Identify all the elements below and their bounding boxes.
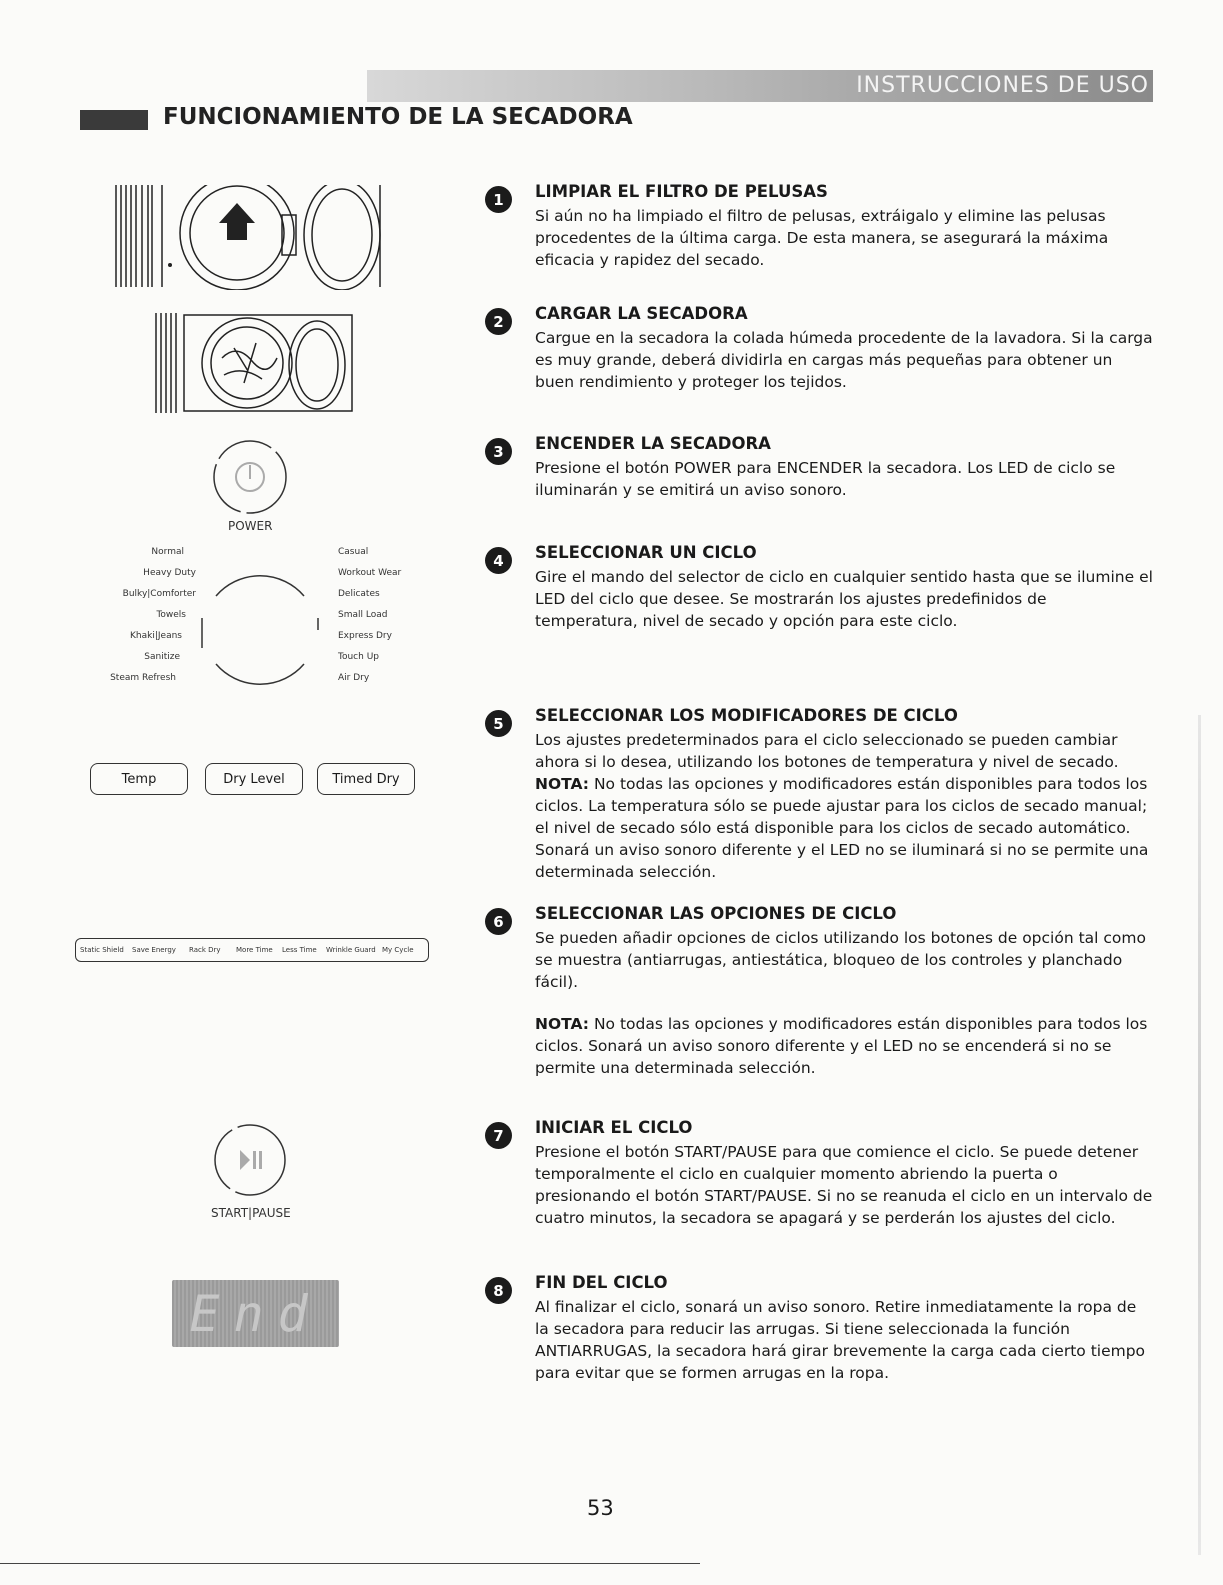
step-title: ENCENDER LA SECADORA	[535, 434, 771, 453]
display-text: End	[189, 1284, 322, 1343]
option-label: Less Time	[282, 946, 317, 954]
step-number-badge: 7	[485, 1122, 512, 1149]
section-marker	[80, 110, 148, 130]
step-number-badge: 1	[485, 186, 512, 213]
option-label: Save Energy	[132, 946, 176, 954]
step-title: CARGAR LA SECADORA	[535, 304, 748, 323]
start-pause-button-illustration	[210, 1120, 290, 1200]
option-label: Wrinkle Guard	[326, 946, 376, 954]
cycle-label: Express Dry	[338, 631, 392, 641]
step-number-badge: 6	[485, 908, 512, 935]
scan-edge	[1198, 715, 1201, 1555]
cycle-label: Sanitize	[144, 652, 180, 662]
note-label: NOTA:	[535, 1015, 590, 1033]
cycle-label: Khaki|Jeans	[130, 631, 182, 641]
page-number: 53	[587, 1496, 614, 1520]
step-title: LIMPIAR EL FILTRO DE PELUSAS	[535, 182, 828, 201]
step-body: Si aún no ha limpiado el filtro de pelusas, extráigalo y elimine las pelusas procedentes de la última carga. De esta manera, se asegurará la máxima eficacia y rapidez del secado.	[535, 207, 1109, 269]
step-body: Gire el mando del selector de ciclo en cualquier sentido hasta que se ilumine el LED del ciclo que desee. Se mostrarán los ajustes predefinidos de temperatura, nivel de secado y opción para este ciclo.	[535, 568, 1153, 630]
options-strip	[75, 938, 429, 962]
power-button-illustration	[208, 437, 293, 522]
step-body: Presione el botón START/PAUSE para que comience el ciclo. Se puede detener temporalmente el ciclo en cualquier momento abriendo la puerta o presionando el botón START/PAUSE. Si no se reanuda el ciclo en un intervalo de cuatro minutos, la secadora se apagará y se perderán los ajustes del ciclo.	[535, 1143, 1153, 1227]
cycle-label: Normal	[151, 547, 184, 557]
note-label: NOTA:	[535, 775, 590, 793]
step-number-badge: 8	[485, 1277, 512, 1304]
cycle-label: Workout Wear	[338, 568, 402, 578]
step-number-badge: 2	[485, 308, 512, 335]
step-title: FIN DEL CICLO	[535, 1273, 668, 1292]
cycle-label: Towels	[156, 610, 186, 620]
step-body: Presione el botón POWER para ENCENDER la secadora. Los LED de ciclo se iluminarán y se emitirá un aviso sonoro.	[535, 459, 1116, 499]
step-number-badge: 3	[485, 438, 512, 465]
step-body	[535, 729, 1153, 883]
step-title: SELECCIONAR LAS OPCIONES DE CICLO	[535, 904, 897, 923]
step-number-badge: 4	[485, 547, 512, 574]
step-title: SELECCIONAR LOS MODIFICADORES DE CICLO	[535, 706, 958, 725]
option-label: More Time	[236, 946, 273, 954]
cycle-label: Touch Up	[338, 652, 379, 662]
cycle-list-left	[108, 547, 196, 694]
option-label: Static Shield	[80, 946, 124, 954]
power-label: POWER	[228, 519, 273, 533]
step-body	[535, 927, 1153, 1079]
timed-dry-button: Timed Dry	[317, 763, 415, 795]
cycle-label: Heavy Duty	[143, 568, 196, 578]
cycle-selector-dial	[198, 558, 322, 692]
cycle-label: Steam Refresh	[110, 673, 176, 683]
note-text: No todas las opciones y modificadores están disponibles para todos los ciclos. Sonará un aviso sonoro diferente y el LED no se encenderá si no se permite una determinada selección.	[535, 1015, 1148, 1077]
cycle-list-right	[338, 547, 401, 694]
note-text: No todas las opciones y modificadores están disponibles para todos los ciclos. La temperatura sólo se puede ajustar para los ciclos de secado manual; el nivel de secado sólo está disponible para los ciclos de secado automático. Sonará un aviso sonoro diferente y el LED no se iluminará si no se permite una determinada selección.	[535, 775, 1149, 881]
option-label: My Cycle	[382, 946, 414, 954]
lint-filter-illustration	[112, 185, 397, 290]
cycle-label: Bulky|Comforter	[122, 589, 196, 599]
step-body: Cargue en la secadora la colada húmeda procedente de la lavadora. Si la carga es muy grande, deberá dividirla en cargas más pequeñas para obtener un buen rendimiento y proteger los tejidos.	[535, 329, 1153, 391]
option-label: Rack Dry	[189, 946, 221, 954]
cycle-label: Delicates	[338, 589, 380, 599]
cycle-label: Air Dry	[338, 673, 370, 683]
bottom-rule	[0, 1563, 700, 1564]
temp-button: Temp	[90, 763, 188, 795]
step-title: INICIAR EL CICLO	[535, 1118, 693, 1137]
step-text: Se pueden añadir opciones de ciclos utilizando los botones de opción tal como se muestra (antiarrugas, antiestática, bloqueo de los controles y planchado fácil).	[535, 929, 1146, 991]
header-banner-text: INSTRUCCIONES DE USO	[856, 73, 1149, 98]
load-dryer-illustration	[152, 313, 357, 413]
dry-level-button: Dry Level	[205, 763, 303, 795]
step-body: Al finalizar el ciclo, sonará un aviso sonoro. Retire inmediatamente la ropa de la secadora para reducir las arrugas. Si tiene seleccionada la función ANTIARRUGAS, la secadora hará girar brevemente la carga cada cierto tiempo para evitar que se formen arrugas en la ropa.	[535, 1298, 1146, 1382]
end-display	[172, 1280, 339, 1347]
step-number-badge: 5	[485, 710, 512, 737]
section-title: FUNCIONAMIENTO DE LA SECADORA	[163, 104, 633, 130]
cycle-label: Casual	[338, 547, 369, 557]
step-title: SELECCIONAR UN CICLO	[535, 543, 757, 562]
start-pause-label: START|PAUSE	[211, 1206, 291, 1220]
step-text: Los ajustes predeterminados para el ciclo seleccionado se pueden cambiar ahora si lo desea, utilizando los botones de temperatura y nivel de secado.	[535, 731, 1119, 771]
cycle-label: Small Load	[338, 610, 388, 620]
